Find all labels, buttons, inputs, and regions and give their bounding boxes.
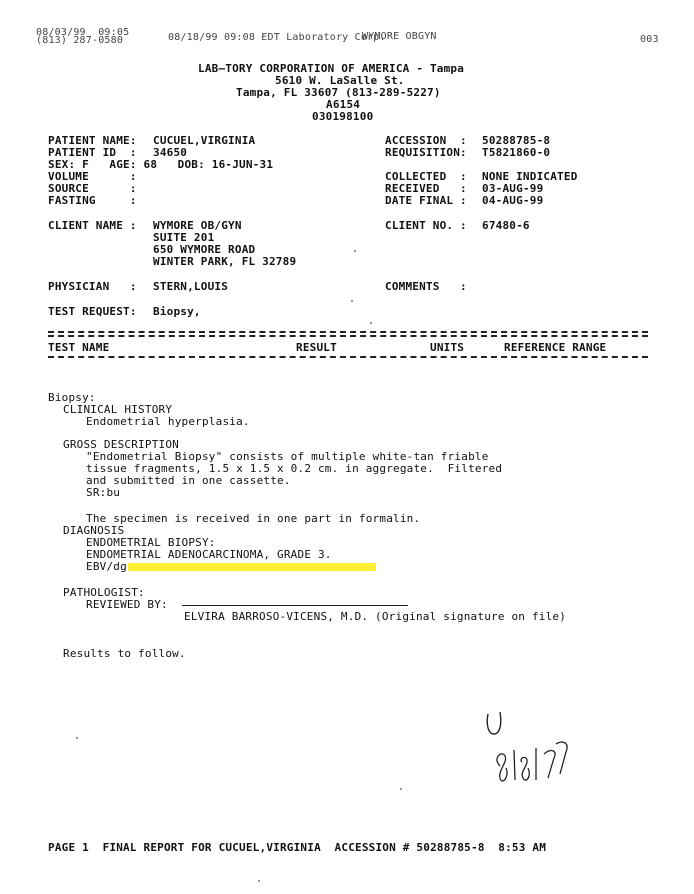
requisition-label: REQUISITION:	[385, 146, 467, 159]
volume-label: VOLUME :	[48, 170, 137, 183]
patient-id-label: PATIENT ID :	[48, 146, 137, 159]
section-title: Biopsy:	[48, 391, 96, 404]
scan-speck	[76, 737, 78, 739]
lab-code: A6154	[326, 98, 361, 111]
gross-line-2: tissue fragments, 1.5 x 1.5 x 0.2 cm. in aggregate. Filtered	[86, 462, 503, 475]
lab-city-phone: Tampa, FL 33607 (813-289-5227)	[236, 86, 441, 99]
patient-name-value: CUCUEL,VIRGINIA	[153, 134, 256, 147]
scan-speck	[354, 250, 356, 252]
pathologist-name: ELVIRA BARROSO-VICENS, M.D. (Original signature on file)	[184, 610, 567, 623]
diagnosis-line-3: EBV/dg	[86, 560, 127, 573]
client-name-label: CLIENT NAME :	[48, 219, 137, 232]
scan-speck	[258, 880, 260, 882]
page-footer: PAGE 1 FINAL REPORT FOR CUCUEL,VIRGINIA ACCESSION # 50288785-8 8:53 AM	[48, 841, 547, 854]
client-name-value: WYMORE OB/GYN	[153, 219, 242, 232]
requisition-value: T5821860-0	[482, 146, 551, 159]
scan-speck	[370, 322, 372, 324]
diagnosis-title: DIAGNOSIS	[63, 524, 125, 537]
specimen-line: The specimen is received in one part in formalin.	[86, 512, 421, 525]
lab-address: 5610 W. LaSalle St.	[275, 74, 405, 87]
scan-speck	[400, 788, 402, 790]
lab-name: LAB—TORY CORPORATION OF AMERICA - Tampa	[198, 62, 465, 75]
col-units: UNITS	[430, 341, 465, 354]
gross-line-3: and submitted in one cassette.	[86, 474, 291, 487]
physician-value: STERN,LOUIS	[153, 280, 229, 293]
date-final-label: DATE FINAL :	[385, 194, 467, 207]
clinical-history-title: CLINICAL HISTORY	[63, 403, 173, 416]
gross-description-title: GROSS DESCRIPTION	[63, 438, 179, 451]
accession-label: ACCESSION :	[385, 134, 467, 147]
gross-line-1: "Endometrial Biopsy" consists of multiple white-tan friable	[86, 450, 489, 463]
fax-sender-line: 08/18/99 09:08 EDT Laboratory Corp.	[168, 32, 386, 43]
pathologist-label: PATHOLOGIST:	[63, 586, 145, 599]
test-request-value: Biopsy,	[153, 305, 201, 318]
scan-speck	[351, 300, 353, 302]
handwritten-annotation	[470, 700, 590, 790]
date-final-value: 04-AUG-99	[482, 194, 544, 207]
collected-label: COLLECTED :	[385, 170, 467, 183]
source-label: SOURCE :	[48, 182, 137, 195]
test-request-label: TEST REQUEST:	[48, 305, 137, 318]
lab-account: 030198100	[312, 110, 374, 123]
fax-phone: (813) 287-0580	[36, 35, 124, 46]
reviewed-by-label: REVIEWED BY:	[86, 598, 168, 611]
results-to-follow: Results to follow.	[63, 647, 186, 660]
received-value: 03-AUG-99	[482, 182, 544, 195]
fax-clinic-name: WYMORE OBGYN	[362, 31, 437, 42]
header-rule-top-1	[48, 331, 648, 333]
highlighter-mark	[128, 563, 376, 571]
clinical-history-text: Endometrial hyperplasia.	[86, 415, 250, 428]
gross-line-4: SR:bu	[86, 486, 121, 499]
client-no-value: 67480-6	[482, 219, 530, 232]
client-no-label: CLIENT NO. :	[385, 219, 467, 232]
signature-line	[182, 605, 408, 606]
diagnosis-line-2: ENDOMETRIAL ADENOCARCINOMA, GRADE 3.	[86, 548, 332, 561]
physician-label: PHYSICIAN :	[48, 280, 137, 293]
col-result: RESULT	[296, 341, 337, 354]
header-rule-top-2	[48, 335, 648, 337]
patient-id-value: 34650	[153, 146, 188, 159]
handwritten-initial	[487, 712, 501, 734]
header-rule-bottom	[48, 356, 648, 358]
client-address-line1: SUITE 201	[153, 231, 215, 244]
accession-value: 50288785-8	[482, 134, 551, 147]
patient-name-label: PATIENT NAME:	[48, 134, 137, 147]
diagnosis-line-1: ENDOMETRIAL BIOPSY:	[86, 536, 216, 549]
comments-label: COMMENTS :	[385, 280, 467, 293]
fax-page-number: 003	[640, 34, 659, 45]
fasting-label: FASTING :	[48, 194, 137, 207]
received-label: RECEIVED :	[385, 182, 467, 195]
handwritten-date	[497, 742, 567, 781]
col-test-name: TEST NAME	[48, 341, 110, 354]
patient-sex-age-dob: SEX: F AGE: 68 DOB: 16-JUN-31	[48, 158, 274, 171]
col-reference-range: REFERENCE RANGE	[504, 341, 607, 354]
client-address-line2: 650 WYMORE ROAD	[153, 243, 256, 256]
collected-value: NONE INDICATED	[482, 170, 578, 183]
fax-date-time: 08/03/99 09:05	[36, 27, 130, 38]
client-address-line3: WINTER PARK, FL 32789	[153, 255, 297, 268]
